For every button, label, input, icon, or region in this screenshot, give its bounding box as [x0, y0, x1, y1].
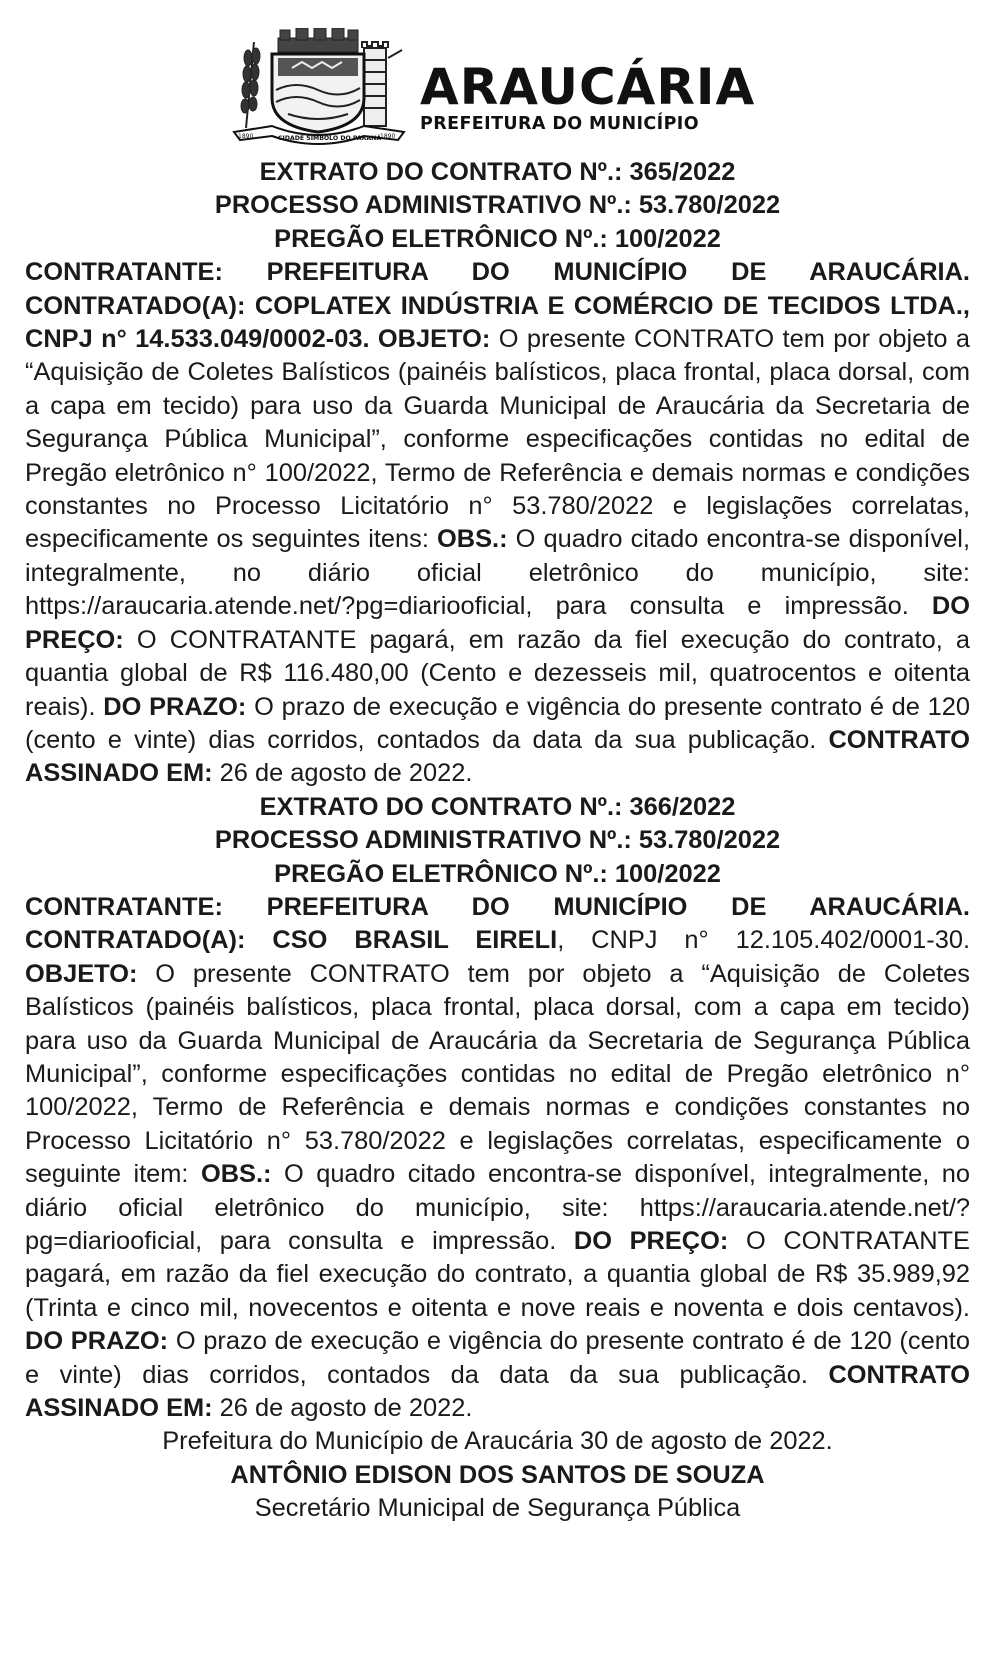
footer-signer-role: Secretário Municipal de Segurança Pública — [254, 1494, 741, 1523]
footer-signer-name: ANTÔNIO EDISON DOS SANTOS DE SOUZA — [230, 1460, 765, 1489]
extract1-signed-date: 26 de agosto de 2022. — [212, 759, 473, 788]
extract2-signed-date: 26 de agosto de 2022. — [212, 1394, 473, 1423]
extract2-term-label: DO PRAZO: — [25, 1327, 169, 1356]
extract2-cnpj: , CNPJ n° 12.105.402/0001-30. — [557, 926, 970, 955]
crown-icon — [278, 28, 358, 52]
extract2-title-auction: PREGÃO ELETRÔNICO Nº.: 100/2022 — [274, 859, 721, 888]
extract2-term-text: O prazo de execução e vigência do presente contrato é de 120 (cento e vinte) dias corridos, contados da data da sua publicação. — [25, 1327, 970, 1389]
tower-icon — [362, 42, 402, 126]
document-content — [25, 156, 970, 1526]
extract1-parties: CONTRATANTE: PREFEITURA DO MUNICÍPIO DE ARAUCÁRIA. CONTRATADO(A): COPLATEX INDÚSTRIA E COMÉRCIO DE TECIDOS LTDA., CNPJ n° 14.533.049/0002-03. OBJETO: — [25, 258, 970, 354]
extract2-obs-text: O quadro citado encontra-se disponível, integralmente, no diário oficial eletrônico do município, site: https://araucaria.atende.net/?pg=diariooficial, para consulta e impressão. — [25, 1160, 970, 1255]
extract1-price-text: O CONTRATANTE pagará, em razão da fiel execução do contrato, a quantia global de R$ 116.480,00 (Cento e dezesseis mil, quatrocentos e oitenta reais). — [25, 625, 970, 721]
ribbon-year-right: 1890 — [380, 133, 396, 140]
extract2-title-process: PROCESSO ADMINISTRATIVO Nº.: 53.780/2022 — [214, 826, 781, 855]
extract2-body — [25, 891, 970, 1426]
extract1-term-text: O prazo de execução e vigência do presente contrato é de 120 (cento e vinte) dias corridos, contados da data da sua publicação. — [25, 692, 970, 754]
extract1-obs-text: O quadro citado encontra-se disponível, integralmente, no diário oficial eletrônico do município, site: https://araucaria.atende.net/?pg=diariooficial, para consulta e impressão. — [25, 525, 970, 621]
extract1-title-auction: PREGÃO ELETRÔNICO Nº.: 100/2022 — [274, 224, 721, 253]
ribbon-year-left: 1890 — [238, 133, 254, 140]
municipal-coat-of-arms-logo — [232, 28, 408, 146]
extract1-object: O presente CONTRATO tem por objeto a “Aquisição de Coletes Balísticos (painéis balísticos, placa frontal, placa dorsal, com a capa em tecido) para uso da Guarda Municipal de Araucária da Secretaria de Segurança Pública Municipal”, conforme especificações contidas no edital de Pregão eletrônico n° 100/2022, Termo de Referência e demais normas e condições constantes no Processo Licitatório n° 53.780/2022 e legislações correlatas, especificamente os seguintes itens: — [25, 325, 970, 554]
extract2-signed-label: CONTRATO ASSINADO EM: — [25, 1360, 970, 1423]
extract1-title-process: PROCESSO ADMINISTRATIVO Nº.: 53.780/2022 — [214, 191, 781, 220]
extract2-object-label: OBJETO: — [25, 959, 138, 988]
extract1-body — [25, 256, 970, 791]
extract1-signed-label: CONTRATO ASSINADO EM: — [25, 725, 970, 788]
extract1-title-contract: EXTRATO DO CONTRATO Nº.: 365/2022 — [259, 158, 736, 186]
footer-place-date: Prefeitura do Município de Araucária 30 de agosto de 2022. — [162, 1427, 833, 1456]
extract2-price-label: DO PREÇO: — [573, 1227, 729, 1255]
brand-block — [420, 58, 756, 134]
brand-name: ARAUCÁRIA — [420, 58, 756, 116]
brand-subtitle: PREFEITURA DO MUNICÍPIO — [420, 114, 699, 134]
extract1-price-label: DO PREÇO: — [25, 592, 970, 654]
extract1-term-label: DO PRAZO: — [103, 692, 247, 721]
extract1-obs-label: OBS.: — [437, 525, 508, 554]
extract2-parties: CONTRATANTE: PREFEITURA DO MUNICÍPIO DE ARAUCÁRIA. CONTRATADO(A): CSO BRASIL EIRELI — [25, 892, 970, 955]
extract2-obs-label: OBS.: — [200, 1160, 272, 1189]
page-header — [0, 28, 992, 148]
wheat-icon — [241, 42, 260, 128]
extract2-title-contract: EXTRATO DO CONTRATO Nº.: 366/2022 — [259, 792, 736, 821]
extract2-price-text: O CONTRATANTE pagará, em razão da fiel execução do contrato, a quantia global de R$ 35.989,92 (Trinta e cinco mil, novecentos e oitenta e nove reais e noventa e dois centavos). — [25, 1227, 970, 1322]
ribbon-motto: CIDADE SÍMBOLO DO PARANÁ — [278, 135, 382, 142]
shield-icon — [272, 54, 364, 132]
extract2-object: O presente CONTRATO tem por objeto a “Aquisição de Coletes Balísticos (painéis balísticos, placa frontal, placa dorsal, com a capa em tecido) para uso da Guarda Municipal de Araucária da Secretaria de Segurança Pública Municipal”, conforme especificações contidas no edital de Pregão eletrônico n° 100/2022, Termo de Referência e demais normas e condições constantes no Processo Licitatório n° 53.780/2022 e legislações correlatas, especificamente o seguinte item: — [25, 959, 970, 1189]
